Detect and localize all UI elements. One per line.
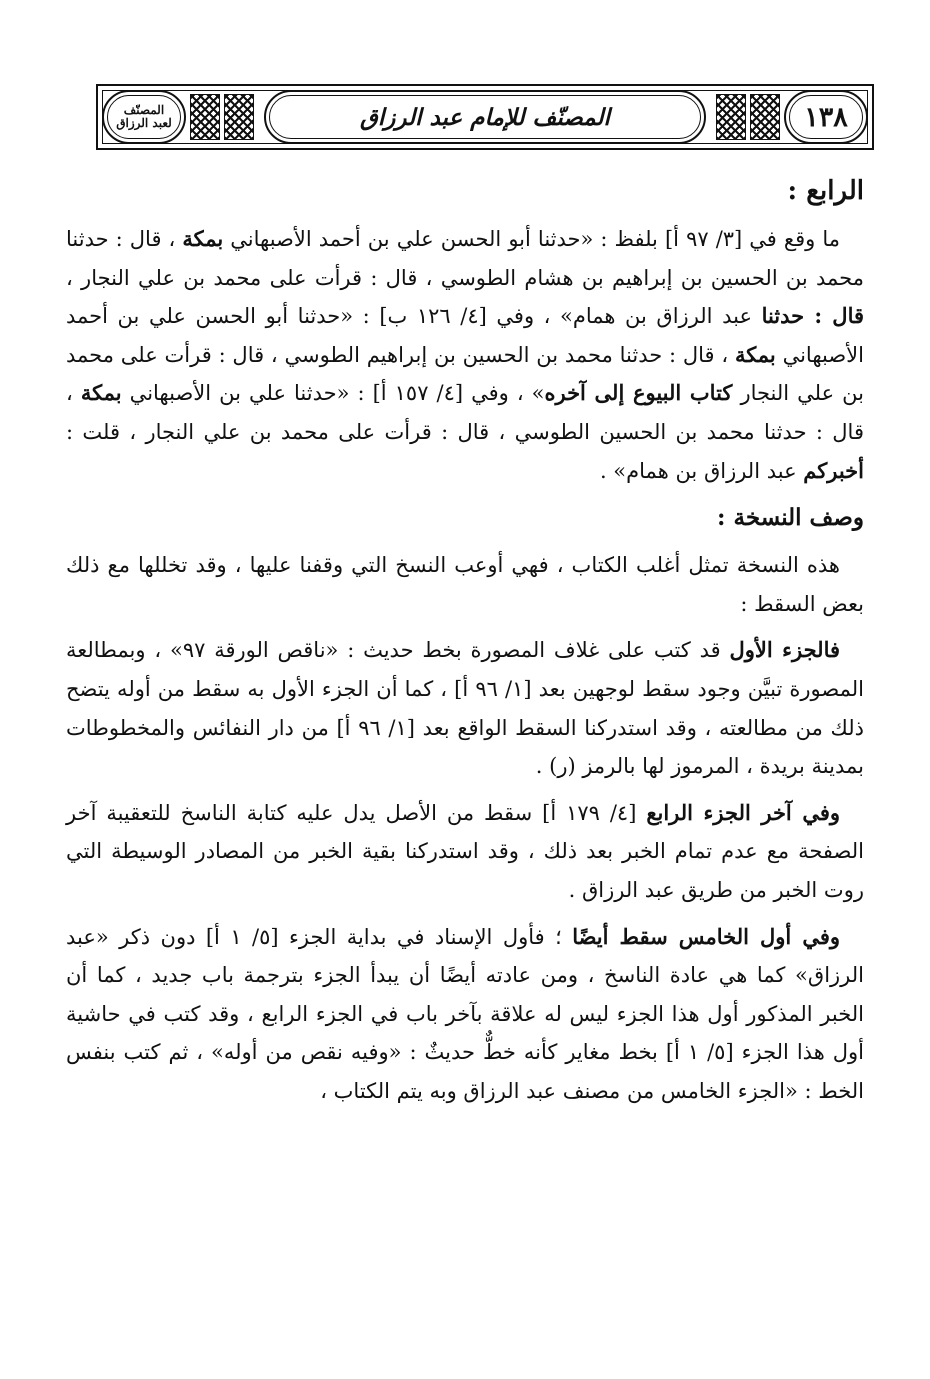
paragraph-fourth-narration [66,220,864,490]
header-ornament-left-2 [224,94,254,140]
text-run: » ، وفي [٤/ ١٥٧ أ] : «حدثنا علي بن الأصبهاني [121,381,545,406]
bold-run: وفي أول الخامس سقط أيضًا [572,923,840,949]
running-title-box [264,90,706,144]
bold-run: بمكة [80,380,122,406]
bold-run: فالجزء الأول [729,637,840,663]
page-number-medallion [784,90,868,144]
header-logo-medallion [102,90,186,144]
page-number: ١٣٨ [804,101,848,133]
section-heading-fourth: الرابع : [787,176,864,206]
bold-run: قال : حدثنا [761,303,865,329]
page-header [96,84,874,150]
paragraph-part-one [66,631,864,785]
running-title: المصنّف للإمام عبد الرزاق [360,103,610,131]
text-run: ؛ فأول الإسناد في بداية الجزء [٥/ ١ أ] دون ذكر «عبد الرزاق» كما هي عادة الناسخ ، ومن عادته أيضًا أن يبدأ الجزء بترجمة باب جديد ، كما أن الخبر المذكور أول هذا الجزء ليس له علاقة بآخر باب في الجزء الرابع ، وقد كتب في حاشية أول هذا الجزء [٥/ ١ أ] بخط مغاير كأنه خطٌّ حديثٌ : «وفيه نقص من أوله» ، ثم كتب بنفس الخط : «الجزء الخامس من مصنف عبد الرزاق وبه يتم الكتاب ، [66,924,864,1103]
text-run: قد كتب على غلاف المصورة بخط حديث : «ناقص الورقة ٩٧» ، وبمطالعة المصورة تبيَّن وجود سقط لوجهين بعد [١/ ٩٦ أ] ، كما أن الجزء الأول به سقط من أوله يتضح ذلك من مطالعته ، وقد استدركنا السقط الواقع بعد [١/ ٩٦ أ] من دار النفائس والمخطوطات بمدينة بريدة ، المرموز لها بالرمز (ر) . [66,638,864,779]
header-ornament-right-1 [750,94,780,140]
book-logo: المصنّف لعبد الرزاق [116,103,172,130]
bold-run: كتاب البيوع إلى آخره [544,380,733,406]
text-run: [٤/ ١٧٩ أ] سقط من الأصل يدل عليه كتابة الناسخ للتعقيبة آخر الصفحة مع عدم تمام الخبر بعد ذلك ، وقد استدركنا بقية الخبر من المصادر الوسيطة التي روت الخبر من طريق عبد الرزاق . [66,800,864,902]
section-heading-manuscript-description: وصف النسخة : [717,504,864,532]
bold-run: بمكة [182,226,224,251]
header-ornament-right-2 [716,94,746,140]
text-run: ، قال : حدثنا محمد بن الحسين بن إبراهيم الطوسي ، قال : قرأت على محمد بن علي النجار [66,342,864,406]
bold-run: وفي آخر الجزء الرابع [646,799,840,825]
page-body [66,168,864,1118]
text-run: عبد الرزاق بن همام» ، وفي [٤/ ١٢٦ ب] : «حدثنا أبو الحسن علي بن أحمد الأصبهاني [66,304,864,367]
paragraph-manuscript-overview: هذه النسخة تمثل أغلب الكتاب ، فهي أوعب النسخ التي وقفنا عليها ، وقد تخللها مع ذلك بعض السقط : [66,553,864,616]
text-run: عبد الرزاق بن همام» . [599,458,804,483]
paragraph-part-five [66,918,864,1111]
paragraph-part-four [66,794,864,910]
bold-run: أخبركم [803,457,864,483]
header-ornament-left-1 [190,94,220,140]
text-run: ، قال : حدثنا محمد بن الحسين الطوسي ، قال : قرأت على محمد بن علي النجار ، قلت : [66,381,864,444]
text-run: ، قال : حدثنا محمد بن الحسين بن إبراهيم بن هشام الطوسي ، قال : قرأت على محمد بن علي النجار ، [66,227,864,290]
text-run: ما وقع في [٣/ ٩٧ أ] بلفظ : «حدثنا أبو الحسن علي بن أحمد الأصبهاني [223,227,840,251]
bold-run: بمكة [734,341,776,367]
